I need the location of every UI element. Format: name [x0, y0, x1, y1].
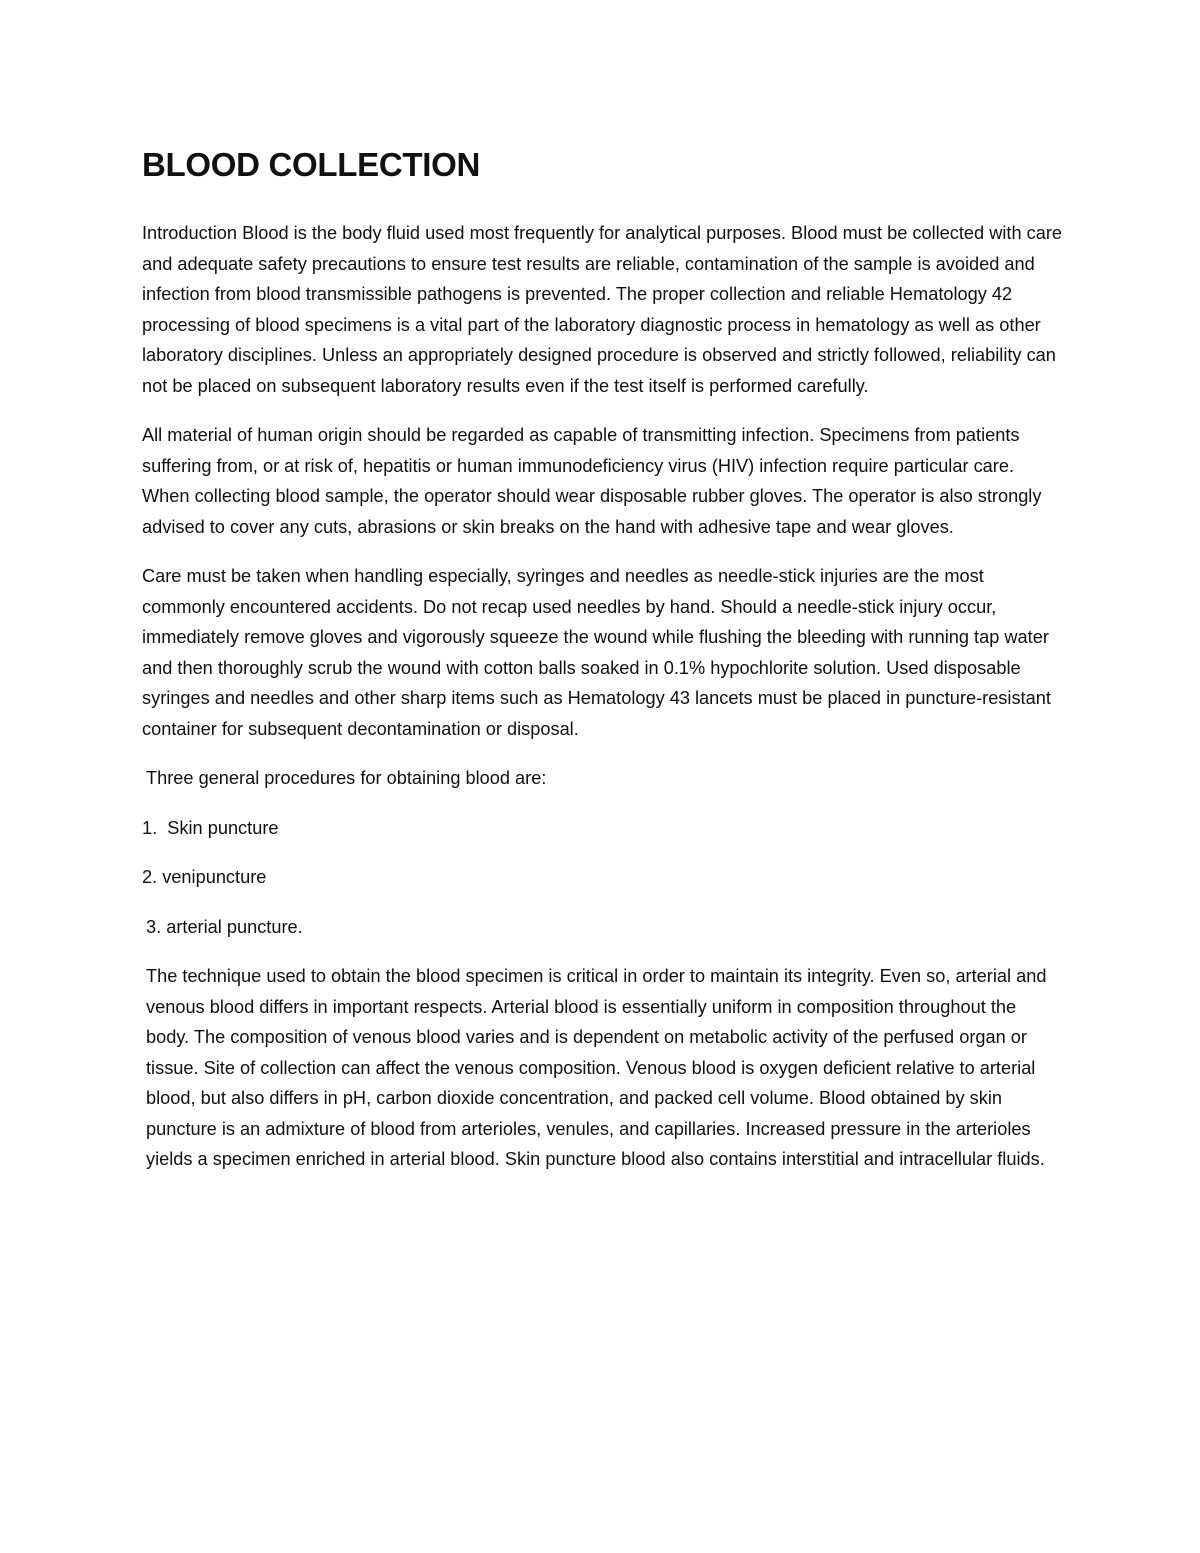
- procedure-item-arterial-puncture: 3. arterial puncture.: [146, 916, 303, 937]
- technique-paragraph: The technique used to obtain the blood specimen is critical in order to maintain its integrity. Even so, arterial and venous blood differs in important respects. Arterial blood is essentially uniform in composition throughout the body. The composition of venous blood varies and is dependent on metabolic activity of the perfused organ or tissue. Site of collection can affect the venous composition. Venous blood is oxygen deficient relative to arterial blood, but also differs in pH, carbon dioxide concentration, and packed cell volume. Blood obtained by skin puncture is an admixture of blood from arterioles, venules, and capillaries. Increased pressure in the arterioles yields a specimen enriched in arterial blood. Skin puncture blood also contains interstitial and intracellular fluids.: [146, 966, 1047, 1169]
- needles-paragraph: Care must be taken when handling especially, syringes and needles as needle-stick injuries are the most commonly encountered accidents. Do not recap used needles by hand. Should a needle-stick injury occur, immediately remove gloves and vigorously squeeze the wound while flushing the bleeding with running tap water and then thoroughly scrub the wound with cotton balls soaked in 0.1% hypochlorite solution. Used disposable syringes and needles and other sharp items such as Hematology 43 lancets must be placed in puncture-resistant container for subsequent decontamination or disposal.: [142, 566, 1051, 739]
- procedures-intro-paragraph: Three general procedures for obtaining blood are:: [146, 768, 547, 788]
- document-body: [142, 140, 1062, 1194]
- document-title: BLOOD COLLECTION: [142, 146, 481, 183]
- infection-paragraph: All material of human origin should be regarded as capable of transmitting infection. Specimens from patients suffering from, or at risk of, hepatitis or human immunodeficiency virus (HIV) infection require particular care. When collecting blood sample, the operator should wear disposable rubber gloves. The operator is also strongly advised to cover any cuts, abrasions or skin breaks on the hand with adhesive tape and wear gloves.: [142, 425, 1042, 537]
- procedure-item-venipuncture: 2. venipuncture: [142, 867, 267, 887]
- intro-paragraph: Introduction Blood is the body fluid used most frequently for analytical purposes. Blood must be collected with care and adequate safety precautions to ensure test results are reliable, contamination of the sample is avoided and infection from blood transmissible pathogens is prevented. The proper collection and reliable Hematology 42 processing of blood specimens is a vital part of the laboratory diagnostic process in hematology as well as other laboratory disciplines. Unless an appropriately designed procedure is observed and strictly followed, reliability can not be placed on subsequent laboratory results even if the test itself is performed carefully.: [142, 223, 1062, 396]
- procedure-item-skin-puncture: 1. Skin puncture: [142, 817, 279, 838]
